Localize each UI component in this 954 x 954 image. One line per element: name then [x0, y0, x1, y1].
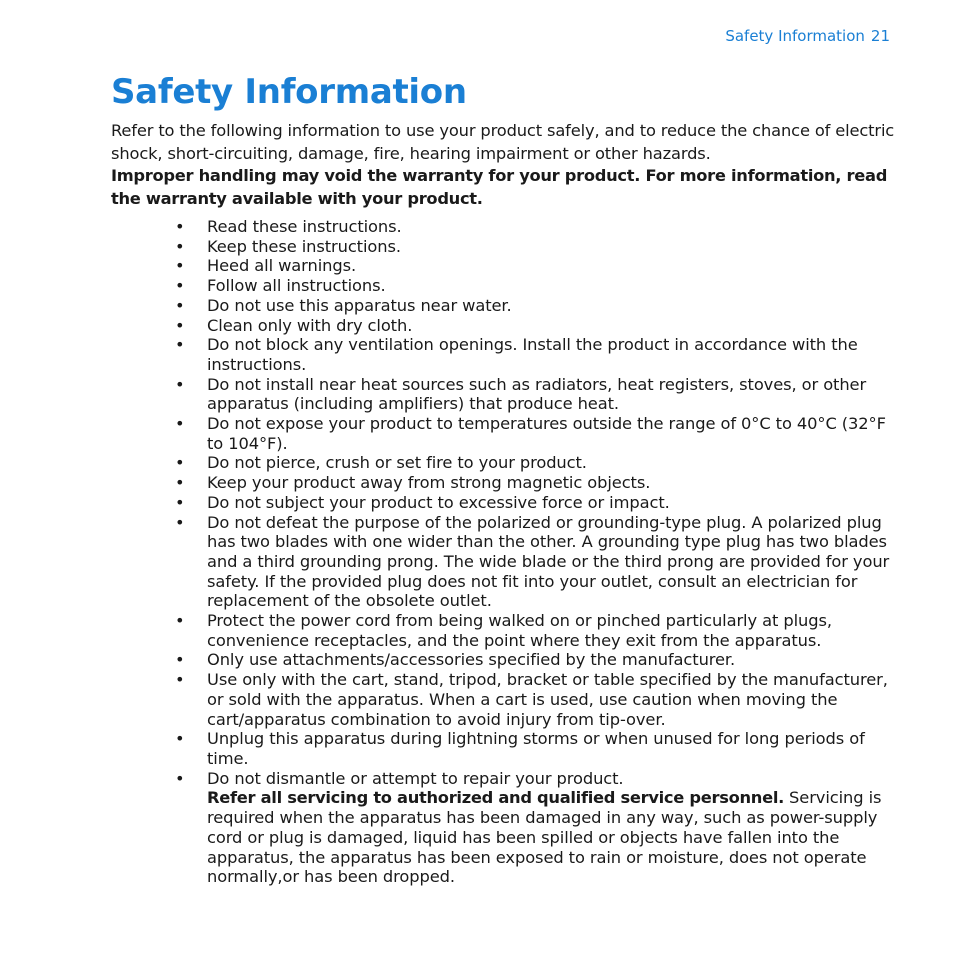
running-header: [725, 27, 890, 45]
list-item: [111, 375, 896, 414]
bullet-icon: •: [175, 512, 185, 532]
list-item: [111, 414, 896, 453]
intro-paragraph: Refer to the following information to use your product safely, and to reduce the chance of electric shock, short-circuiting, damage, fire, hearing impairment or other hazards.: [111, 121, 895, 163]
list-item: [111, 237, 896, 257]
list-item-text: Heed all warnings.: [207, 256, 357, 276]
list-item-text: Do not expose your product to temperatures outside the range of 0°C to 40°C (32°F to 104°F).: [207, 414, 886, 453]
page-title: Safety Information: [111, 72, 467, 112]
list-item-text: Do not dismantle or attempt to repair your product.: [207, 768, 624, 788]
safety-rules-list: [111, 217, 896, 887]
list-item: [111, 611, 896, 650]
servicing-warning: Refer all servicing to authorized and qualified service personnel.: [207, 788, 784, 808]
bullet-icon: •: [175, 611, 185, 631]
list-item-servicing: [111, 769, 896, 887]
bullet-icon: •: [175, 473, 185, 493]
list-item: [111, 296, 896, 316]
list-item-text: Keep these instructions.: [207, 236, 401, 256]
warranty-warning: Improper handling may void the warranty for your product. For more information, read the warranty available with your product.: [111, 166, 888, 208]
list-item: [111, 453, 896, 473]
page-number: 21: [870, 27, 890, 45]
list-item-text: Do not use this apparatus near water.: [207, 295, 512, 315]
bullet-icon: •: [175, 768, 185, 788]
servicing-details: Servicing is required when the apparatus has been damaged in any way, such as power-supply cord or plug is damaged, liquid has been spilled or objects have fallen into the apparatus, the apparatus has been exposed to rain or moisture, does not operate normally,or has been dropped.: [207, 788, 882, 887]
bullet-icon: •: [175, 256, 185, 276]
bullet-icon: •: [175, 650, 185, 670]
list-item: [111, 670, 896, 729]
list-item-text: Use only with the cart, stand, tripod, bracket or table specified by the manufacturer, or sold with the apparatus. When a cart is used, use caution when moving the cart/apparatus combination to avoid injury from tip-over.: [207, 670, 888, 729]
bullet-icon: •: [175, 295, 185, 315]
list-item: [111, 729, 896, 768]
bullet-icon: •: [175, 236, 185, 256]
list-item: [111, 513, 896, 612]
list-item: [111, 650, 896, 670]
list-item: [111, 335, 896, 374]
bullet-icon: •: [175, 453, 185, 473]
bullet-icon: •: [175, 276, 185, 296]
list-item-text: Protect the power cord from being walked on or pinched particularly at plugs, convenience receptacles, and the point where they exit from the apparatus.: [207, 611, 832, 650]
list-item-text: Keep your product away from strong magnetic objects.: [207, 473, 651, 493]
list-item: [111, 493, 896, 513]
list-item-text: Do not block any ventilation openings. Install the product in accordance with the instructions.: [207, 335, 858, 374]
list-item-text: Do not pierce, crush or set fire to your product.: [207, 453, 587, 473]
bullet-icon: •: [175, 729, 185, 749]
list-item-text: Read these instructions.: [207, 217, 402, 236]
list-item-text: Clean only with dry cloth.: [207, 315, 413, 335]
list-item: [111, 276, 896, 296]
list-item-text: Only use attachments/accessories specified by the manufacturer.: [207, 650, 736, 670]
bullet-icon: •: [175, 670, 185, 690]
bullet-icon: •: [175, 217, 185, 236]
bullet-icon: •: [175, 492, 185, 512]
page-content: [111, 70, 896, 887]
list-item-text: Unplug this apparatus during lightning storms or when unused for long periods of time.: [207, 729, 865, 768]
list-item: [111, 217, 896, 237]
bullet-icon: •: [175, 335, 185, 355]
list-item: [111, 256, 896, 276]
list-item: [111, 473, 896, 493]
bullet-icon: •: [175, 414, 185, 434]
list-item-text: Do not install near heat sources such as radiators, heat registers, stoves, or other apparatus (including amplifiers) that produce heat.: [207, 374, 867, 414]
bullet-icon: •: [175, 374, 185, 394]
list-item-text: Do not subject your product to excessive force or impact.: [207, 492, 670, 512]
list-item-text: Do not defeat the purpose of the polarized or grounding-type plug. A polarized plug has two blades with one wider than the other. A grounding type plug has two blades and a third grounding prong. The wide blade or the third prong are provided for your safety. If the provided plug does not fit into your outlet, consult an electrician for replacement of the obsolete outlet.: [207, 512, 890, 611]
list-item: [111, 316, 896, 336]
header-section-title: Safety Information: [725, 27, 865, 45]
list-item-text: Follow all instructions.: [207, 276, 386, 296]
bullet-icon: •: [175, 315, 185, 335]
